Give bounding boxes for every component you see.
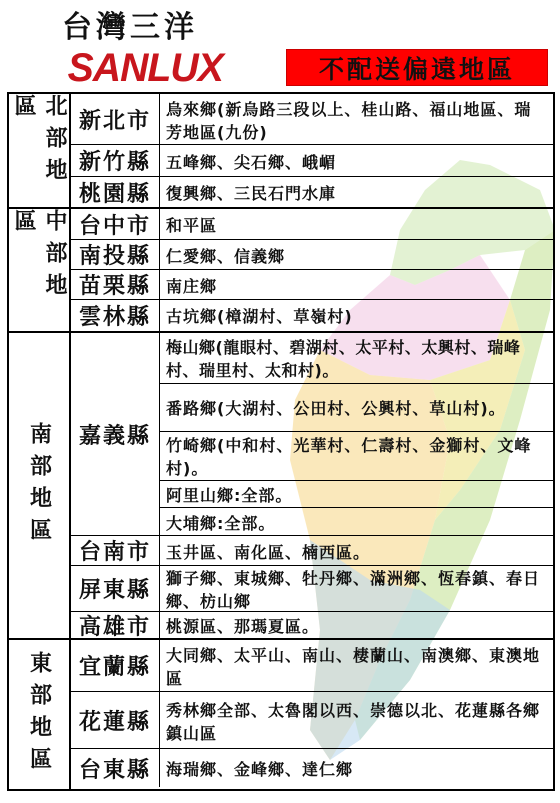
county-name: 南投縣 xyxy=(71,240,160,269)
region-label: 東部地區 xyxy=(9,640,71,789)
area-text: 獅子鄉、東城鄉、牡丹鄉、滿洲鄉、恆春鎮、春日鄉、枋山鄉 xyxy=(166,569,541,611)
table-row xyxy=(71,612,553,638)
area-text: 南庄鄉 xyxy=(166,276,218,296)
county-name: 嘉義縣 xyxy=(71,333,160,535)
delivery-exclusion-table xyxy=(7,92,555,791)
area-text: 古坑鄉(樟湖村、草嶺村) xyxy=(166,307,353,326)
county-name: 桃園縣 xyxy=(71,177,160,207)
area-text: 番路鄉(大湖村、公田村、公興村、草山村)。 xyxy=(160,384,553,432)
region-label: 南部地區 xyxy=(9,333,71,638)
county-name: 高雄市 xyxy=(71,612,160,638)
area-text: 復興鄉、三民石門水庫 xyxy=(166,183,337,203)
header xyxy=(0,0,560,93)
area-text: 竹崎鄉(中和村、光華村、仁壽村、金獅村、文峰村)。 xyxy=(160,432,553,481)
county-name: 新竹縣 xyxy=(71,145,160,176)
table-row xyxy=(71,333,553,536)
no-delivery-notice: 不配送偏遠地區 xyxy=(286,49,548,86)
table-row xyxy=(71,209,553,240)
county-name: 屏東縣 xyxy=(71,566,160,611)
region-south xyxy=(9,333,553,640)
table-row xyxy=(71,640,553,692)
table-row xyxy=(71,177,553,207)
region-east xyxy=(9,640,553,789)
county-name: 台南市 xyxy=(71,536,160,565)
area-text: 海瑞鄉、金峰鄉、達仁鄉 xyxy=(166,759,354,779)
table-row xyxy=(71,536,553,566)
county-name: 台中市 xyxy=(71,209,160,239)
area-text: 烏來鄉(新烏路三段以上、桂山路、福山地區、瑞芳地區(九份) xyxy=(166,99,532,142)
region-north xyxy=(9,94,553,209)
region-label: 北部地區 xyxy=(9,94,71,207)
county-name: 新北市 xyxy=(71,94,160,144)
area-text: 玉井區、南化區、楠西區。 xyxy=(166,542,371,562)
table-row xyxy=(71,566,553,612)
brand-name-chinese: 台灣三洋 xyxy=(62,10,198,45)
region-label: 中部地區 xyxy=(9,209,71,331)
area-text: 桃源區、那瑪夏區。 xyxy=(166,616,320,636)
table-row xyxy=(71,270,553,300)
county-name: 宜蘭縣 xyxy=(71,640,160,691)
area-text: 五峰鄉、尖石鄉、峨嵋 xyxy=(166,152,337,172)
sanlux-logo: SANLUX xyxy=(67,46,223,90)
region-central xyxy=(9,209,553,333)
table-row xyxy=(71,240,553,270)
area-text: 大同鄉、太平山、南山、棲蘭山、南澳鄉、東澳地區 xyxy=(166,646,541,688)
area-text: 大埔鄉:全部。 xyxy=(166,513,276,533)
area-text: 仁愛鄉、信義鄉 xyxy=(166,246,286,266)
table-row xyxy=(71,94,553,145)
table-row xyxy=(71,145,553,177)
area-text: 和平區 xyxy=(166,216,218,235)
area-text: 梅山鄉(龍眼村、碧湖村、太平村、太興村、瑞峰村、瑞里村、太和村)。 xyxy=(160,333,553,384)
county-name: 雲林縣 xyxy=(71,300,160,331)
area-text: 阿里山鄉:全部。 xyxy=(160,481,553,508)
area-text: 秀林鄉全部、太魯閣以西、崇德以北、花蓮縣各鄉鎮山區 xyxy=(166,700,541,743)
county-name: 花蓮縣 xyxy=(71,692,160,748)
table-row xyxy=(71,692,553,749)
county-name: 苗栗縣 xyxy=(71,270,160,299)
table-row xyxy=(71,300,553,331)
table-row xyxy=(71,749,553,787)
county-name: 台東縣 xyxy=(71,749,160,787)
